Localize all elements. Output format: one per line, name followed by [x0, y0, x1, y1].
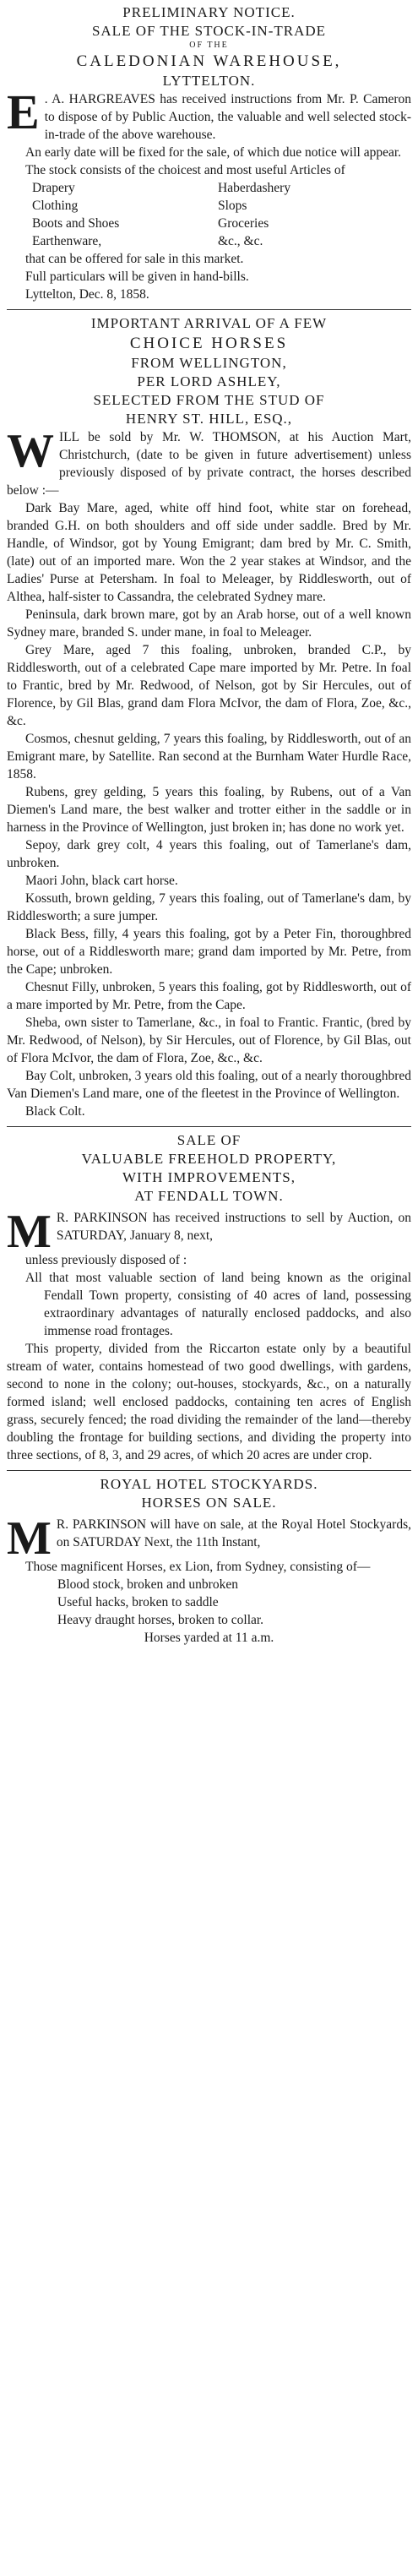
horse-entry: Chesnut Filly, unbroken, 5 years this foaling, got by Riddlesworth, out of a mare imported by Mr. Petre, from the Cape. [7, 980, 411, 1012]
improvements-heading: WITH IMPROVEMENTS, [122, 1169, 296, 1185]
divider [7, 1470, 411, 1471]
intro-text: . A. HARGREAVES has received instructions from Mr. P. Cameron to dispose of by Public Auction, the valuable and well selected stock-in-trade of the above warehouse. [44, 92, 411, 142]
owner-heading: HENRY ST. HILL, ESQ., [125, 411, 293, 427]
royal-hotel-ad [7, 1475, 411, 1647]
date-line: An early date will be fixed for the sale, of which due notice will appear. [25, 145, 402, 160]
horse-entry: Bay Colt, unbroken, 3 years old this foaling, out of a nearly thoroughbred Van Diemen's Land mare, one of the fleetest in the Province of Wellington. [7, 1069, 411, 1101]
fendall-town-property-ad [7, 1131, 411, 1464]
arrival-heading: IMPORTANT ARRIVAL OF A FEW [90, 315, 328, 331]
warehouse-name: CALEDONIAN WAREHOUSE, [76, 52, 342, 70]
from-heading: FROM WELLINGTON, [131, 355, 287, 371]
stock-line: The stock consists of the choicest and most useful Articles of [25, 163, 345, 177]
horses-sale-heading: HORSES ON SALE. [141, 1495, 277, 1511]
drop-cap: E [7, 84, 40, 139]
place-heading: LYTTELTON. [162, 73, 256, 89]
intro-paragraph [7, 84, 411, 144]
divider [7, 309, 411, 310]
horse-entry: Dark Bay Mare, aged, white off hind foot, white star on forehead, branded G.H. on both shoulders and off side under saddle. Bred by Mr. Handle, of Windsor, got by Young Emigrant; dam bred by Mr. C. Smith, (late) out of an imported mare. Won the 2 year stakes at Windsor, and the Ladies' Purse at Petersham. In foal to Meleager, by Riddlesworth, out of Althea, half-sister to Cassandra, the celebrated Sydney mare. [7, 501, 411, 604]
horse-entry: Rubens, grey gelding, 5 years this foaling, by Rubens, out of a Van Diemen's Land mare, the best walker and trotter either in the saddle or in harness in the Province of Wellington, just broken in; has done no work yet. [7, 785, 411, 835]
intro-paragraph [7, 1512, 411, 1565]
article-item: Earthenware, [32, 234, 102, 248]
notice-heading: PRELIMINARY NOTICE. [122, 4, 296, 20]
article-item: &c., &c. [218, 234, 263, 248]
stock-item: Blood stock, broken and unbroken [57, 1577, 238, 1592]
intro-paragraph [7, 425, 411, 499]
horse-entry: Sheba, own sister to Tamerlane, &c., in foal to Frantic. Frantic, (bred by Mr. Redwood, of Nelson), by Sir Hercules, out of Florence, by Gil Blas, out of Flora McIvor, the dam of Flora, Zoe, &c., &c. [7, 1016, 411, 1065]
horse-entry-last: Black Colt. [25, 1104, 85, 1119]
signature-line: Lyttelton, Dec. 8, 1858. [25, 287, 149, 302]
stock-item: Heavy draught horses, broken to collar. [57, 1613, 264, 1627]
market-line: that can be offered for sale in this market. [25, 252, 244, 266]
sale-heading: SALE OF THE STOCK-IN-TRADE [91, 23, 327, 39]
horse-entry: Kossuth, brown gelding, 7 years this foaling, out of Tamerlane's dam, by Riddlesworth; a sure jumper. [7, 891, 411, 923]
sale-of-heading: SALE OF [176, 1132, 242, 1148]
article-item: Drapery [32, 181, 75, 195]
horses-arrival-ad [7, 314, 411, 1120]
horse-entry: Black Bess, filly, 4 years this foaling, got by a Peter Fin, thoroughbred horse, out of a Riddlesworth mare; grand dam imported by Mr. Petre, from the Cape; unbroken. [7, 927, 411, 977]
intro-text: R. PARKINSON has received instructions to sell by Auction, on SATURDAY, January 8, next, [56, 1211, 411, 1243]
stockyards-heading: ROYAL HOTEL STOCKYARDS. [100, 1476, 318, 1492]
horse-entry: Maori John, black cart horse. [25, 874, 178, 888]
particulars-line: Full particulars will be given in hand-bills. [25, 270, 249, 284]
horse-entry: Sepoy, dark grey colt, 4 years this foaling, out of Tamerlane's dam, unbroken. [7, 838, 411, 870]
article-item: Clothing [32, 199, 79, 213]
horse-entry: Peninsula, dark brown mare, got by an Arab horse, out of a well known Sydney mare, branded S. under mane, in foal to Meleager. [7, 607, 411, 640]
intro-paragraph [7, 1206, 411, 1258]
unless-line: unless previously disposed of : [25, 1253, 187, 1267]
intro-text: ILL be sold by Mr. W. THOMSON, at his Auction Mart, Christchurch, (date to be given in future advertisement) unless previously disposed of by private contract, the horses described below :— [7, 430, 411, 498]
article-item: Boots and Shoes [32, 216, 120, 231]
of-the-label: OF THE [189, 41, 229, 50]
drop-cap: M [7, 1206, 52, 1258]
stock-item: Useful hacks, broken to saddle [57, 1595, 219, 1609]
drop-cap: W [7, 425, 54, 477]
ship-heading: PER LORD ASHLEY, [137, 373, 281, 389]
intro-text: R. PARKINSON will have on sale, at the Royal Hotel Stockyards, on SATURDAY Next, the 11th Instant, [56, 1517, 411, 1549]
article-item: Groceries [218, 216, 269, 231]
horse-entry: Cosmos, chesnut gelding, 7 years this foaling, by Riddlesworth, out of an Emigrant mare, by Satellite. Ran second at the Burnham Water Hurdle Race, 1858. [7, 732, 411, 782]
property-body: This property, divided from the Riccarton estate only by a beautiful stream of water, contains homestead of two good dwellings, with gardens, second to none in the colony; out-houses, stockyards, &c., on a naturally formed island; well enclosed paddocks, containing ten acres of English grass, securely fenced; the road dividing the remainder of the land—thereby doubling the frontage for building sections, and dividing the property into three sections, of 8, 3, and 29 acres, of which 20 acres are under crop. [7, 1342, 411, 1462]
divider [7, 1126, 411, 1127]
article-item: Haberdashery [218, 181, 291, 195]
those-line: Those magnificent Horses, ex Lion, from Sydney, consisting of— [25, 1560, 371, 1574]
yarded-line: Horses yarded at 11 a.m. [144, 1631, 274, 1645]
caledonian-warehouse-ad [7, 3, 411, 303]
choice-horses-heading: CHOICE HORSES [129, 335, 289, 352]
stud-heading: SELECTED FROM THE STUD OF [93, 392, 325, 408]
article-item: Slops [218, 199, 247, 213]
property-heading: VALUABLE FREEHOLD PROPERTY, [81, 1151, 337, 1167]
drop-cap: M [7, 1512, 52, 1565]
property-description: All that most valuable section of land being known as the original Fendall Town property, consisting of 40 acres of land, possessing extraordinary advantages of naturally enclosed paddocks, and also immense road frontages. [25, 1271, 411, 1338]
location-heading: AT FENDALL TOWN. [134, 1188, 284, 1204]
horse-entry: Grey Mare, aged 7 this foaling, unbroken, branded C.P., by Riddlesworth, out of a celebrated Cape mare imported by Mr. Petre. In foal to Frantic, bred by Mr. Redwood, of Nelson, got by Sir Hercules, out of Florence, by Gil Blas, grand dam Flora McIvor, the dam of Flora, Zoe, &c., &c. [7, 643, 411, 728]
articles-list [7, 179, 411, 250]
